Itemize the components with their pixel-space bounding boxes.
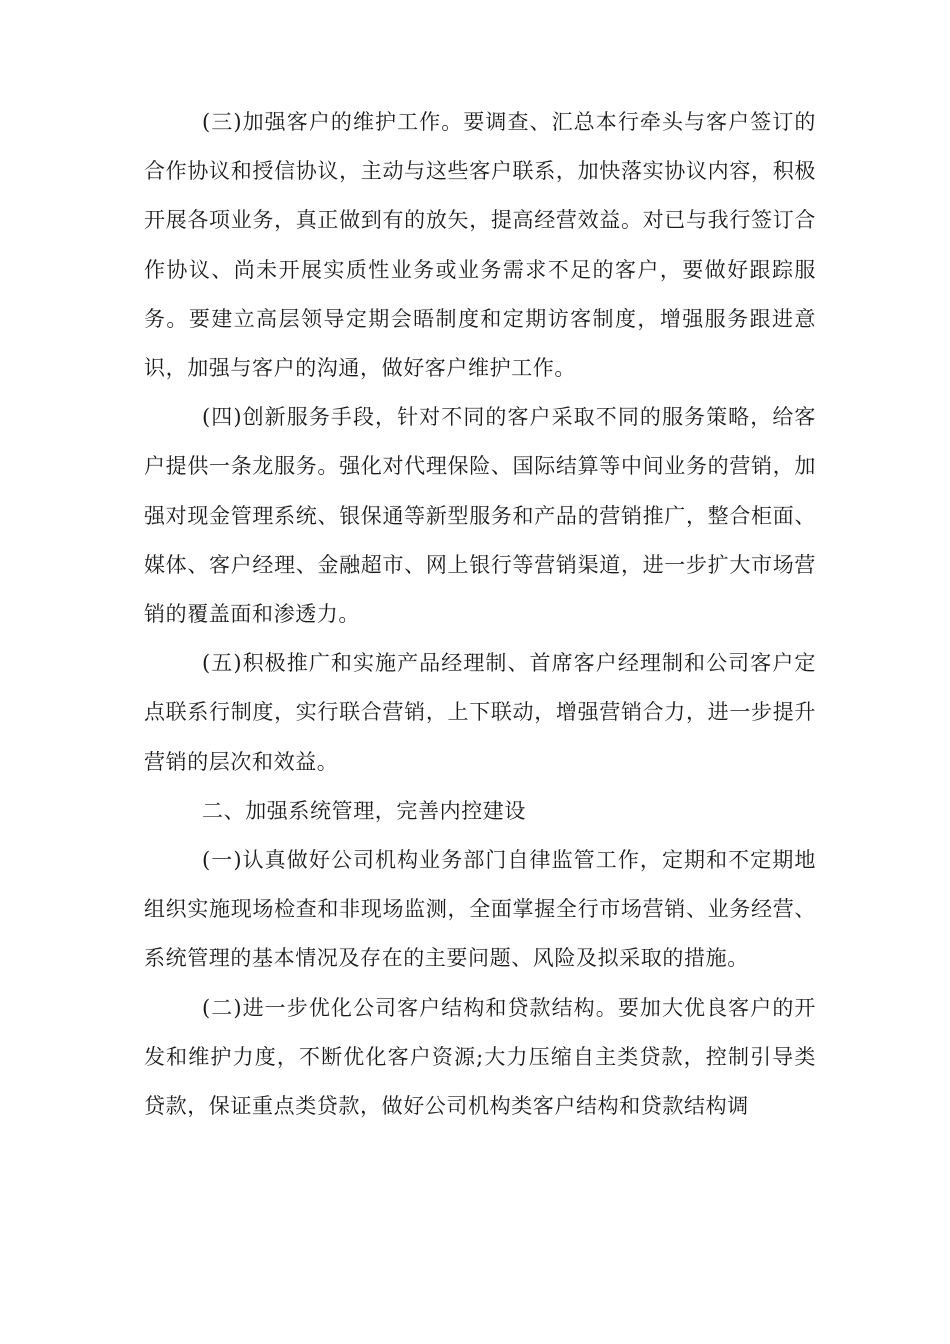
paragraph-product-manager-system: (五)积极推广和实施产品经理制、首席客户经理制和公司客户定点联系行制度，实行联合营销，上下联动，增强营销合力，进一步提升营销的层次和效益。 <box>144 651 816 774</box>
paragraph-self-regulation: (一)认真做好公司机构业务部门自律监管工作，定期和不定期地组织实施现场检查和非现场监测，全面掌握全行市场营销、业务经营、系统管理的基本情况及存在的主要问题、风险及拟采取的措施。 <box>144 848 816 971</box>
paragraph-service-innovation: (四)创新服务手段，针对不同的客户采取不同的服务策略，给客户提供一条龙服务。强化对代理保险、国际结算等中间业务的营销，加强对现金管理系统、银保通等新型服务和产品的营销推广，整合柜面、媒体、客户经理、金融超市、网上银行等营销渠道，进一步扩大市场营销的覆盖面和渗透力。 <box>144 405 816 627</box>
section-heading-system-management: 二、加强系统管理，完善内控建设 <box>202 798 526 823</box>
document-body <box>144 98 816 1131</box>
paragraph-customer-maintenance: (三)加强客户的维护工作。要调查、汇总本行牵头与客户签订的合作协议和授信协议，主动与这些客户联系，加快落实协议内容，积极开展各项业务，真正做到有的放矢，提高经营效益。对已与我行签订合作协议、尚未开展实质性业务或业务需求不足的客户，要做好跟踪服务。要建立高层领导定期会晤制度和定期访客制度，增强服务跟进意识，加强与客户的沟通，做好客户维护工作。 <box>144 110 816 381</box>
paragraph-structure-optimization: (二)进一步优化公司客户结构和贷款结构。要加大优良客户的开发和维护力度，不断优化客户资源;大力压缩自主类贷款，控制引导类贷款，保证重点类贷款，做好公司机构类客户结构和贷款结构调 <box>144 995 816 1119</box>
